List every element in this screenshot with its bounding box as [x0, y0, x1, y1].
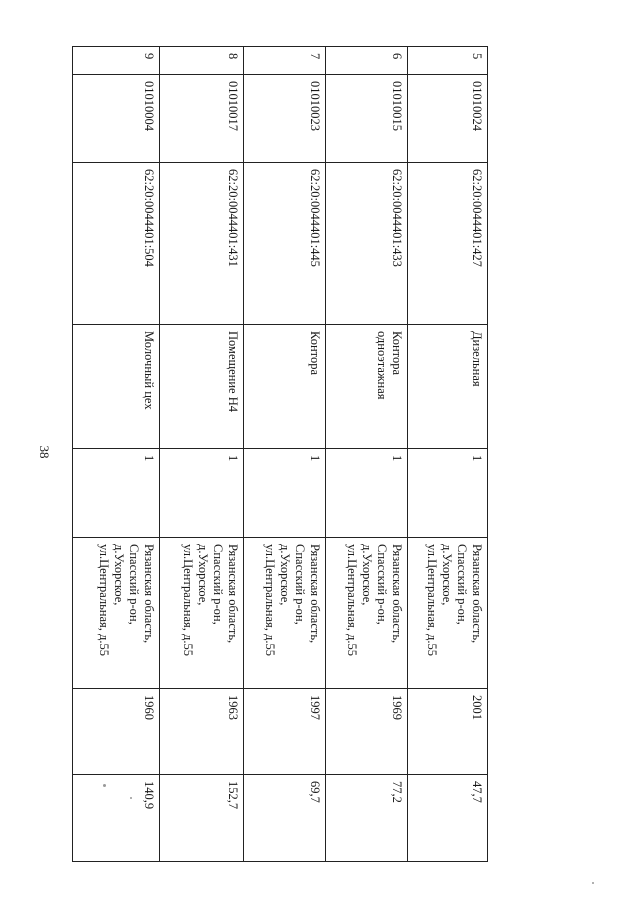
- address: Рязанская область, Спасский р-он, д.Ухорское, ул.Центральная, д.55: [244, 538, 326, 689]
- rotated-table-container: [73, 46, 488, 861]
- row-index: 6: [326, 47, 408, 75]
- quantity: 1: [160, 449, 244, 538]
- area: 152,7: [160, 775, 244, 862]
- area: 77,2: [326, 775, 408, 862]
- area: 69,7: [244, 775, 326, 862]
- quantity: 1: [73, 449, 160, 538]
- scan-speck: [103, 784, 106, 787]
- quantity: 1: [408, 449, 488, 538]
- registry-table-area: [73, 46, 488, 861]
- row-index: 8: [160, 47, 244, 75]
- object-name: Помещение Н4: [160, 325, 244, 449]
- object-name: Дизельная: [408, 325, 488, 449]
- scan-speck: [592, 882, 594, 884]
- row-index: 5: [408, 47, 488, 75]
- construction-year: 1960: [73, 689, 160, 775]
- area: 140,9: [73, 775, 160, 862]
- address: Рязанская область, Спасский р-он, д.Ухорское, ул.Центральная, д.55: [160, 538, 244, 689]
- cadastral-number: 62:20:0044401:445: [244, 163, 326, 325]
- object-name: Контора: [244, 325, 326, 449]
- construction-year: 1997: [244, 689, 326, 775]
- inventory-number: 01010004: [73, 75, 160, 163]
- address: Рязанская область, Спасский р-он, д.Ухорское, ул.Центральная, д.55: [408, 538, 488, 689]
- cadastral-number: 62:20:0044401:427: [408, 163, 488, 325]
- cadastral-number: 62:20:0044401:433: [326, 163, 408, 325]
- property-registry-table: [72, 46, 488, 862]
- quantity: 1: [326, 449, 408, 538]
- inventory-number: 01010017: [160, 75, 244, 163]
- table-row: [408, 47, 488, 862]
- row-index: 7: [244, 47, 326, 75]
- address: Рязанская область, Спасский р-он, д.Ухорское, ул.Центральная, д.55: [73, 538, 160, 689]
- row-index: 9: [73, 47, 160, 75]
- scan-speck: [130, 797, 132, 799]
- address: Рязанская область, Спасский р-он, д.Ухорское, ул.Центральная, д.55: [326, 538, 408, 689]
- construction-year: 1969: [326, 689, 408, 775]
- table-row: [160, 47, 244, 862]
- quantity: 1: [244, 449, 326, 538]
- area: 47,7: [408, 775, 488, 862]
- construction-year: 1963: [160, 689, 244, 775]
- object-name: Контора одноэтажная: [326, 325, 408, 449]
- table-row: [244, 47, 326, 862]
- construction-year: 2001: [408, 689, 488, 775]
- cadastral-number: 62:20:0044401:504: [73, 163, 160, 325]
- table-row: [326, 47, 408, 862]
- page-number: 38: [37, 445, 52, 459]
- inventory-number: 01010015: [326, 75, 408, 163]
- inventory-number: 01010023: [244, 75, 326, 163]
- object-name: Молочный цех: [73, 325, 160, 449]
- inventory-number: 01010024: [408, 75, 488, 163]
- cadastral-number: 62:20:0044401:431: [160, 163, 244, 325]
- table-row: [73, 47, 160, 862]
